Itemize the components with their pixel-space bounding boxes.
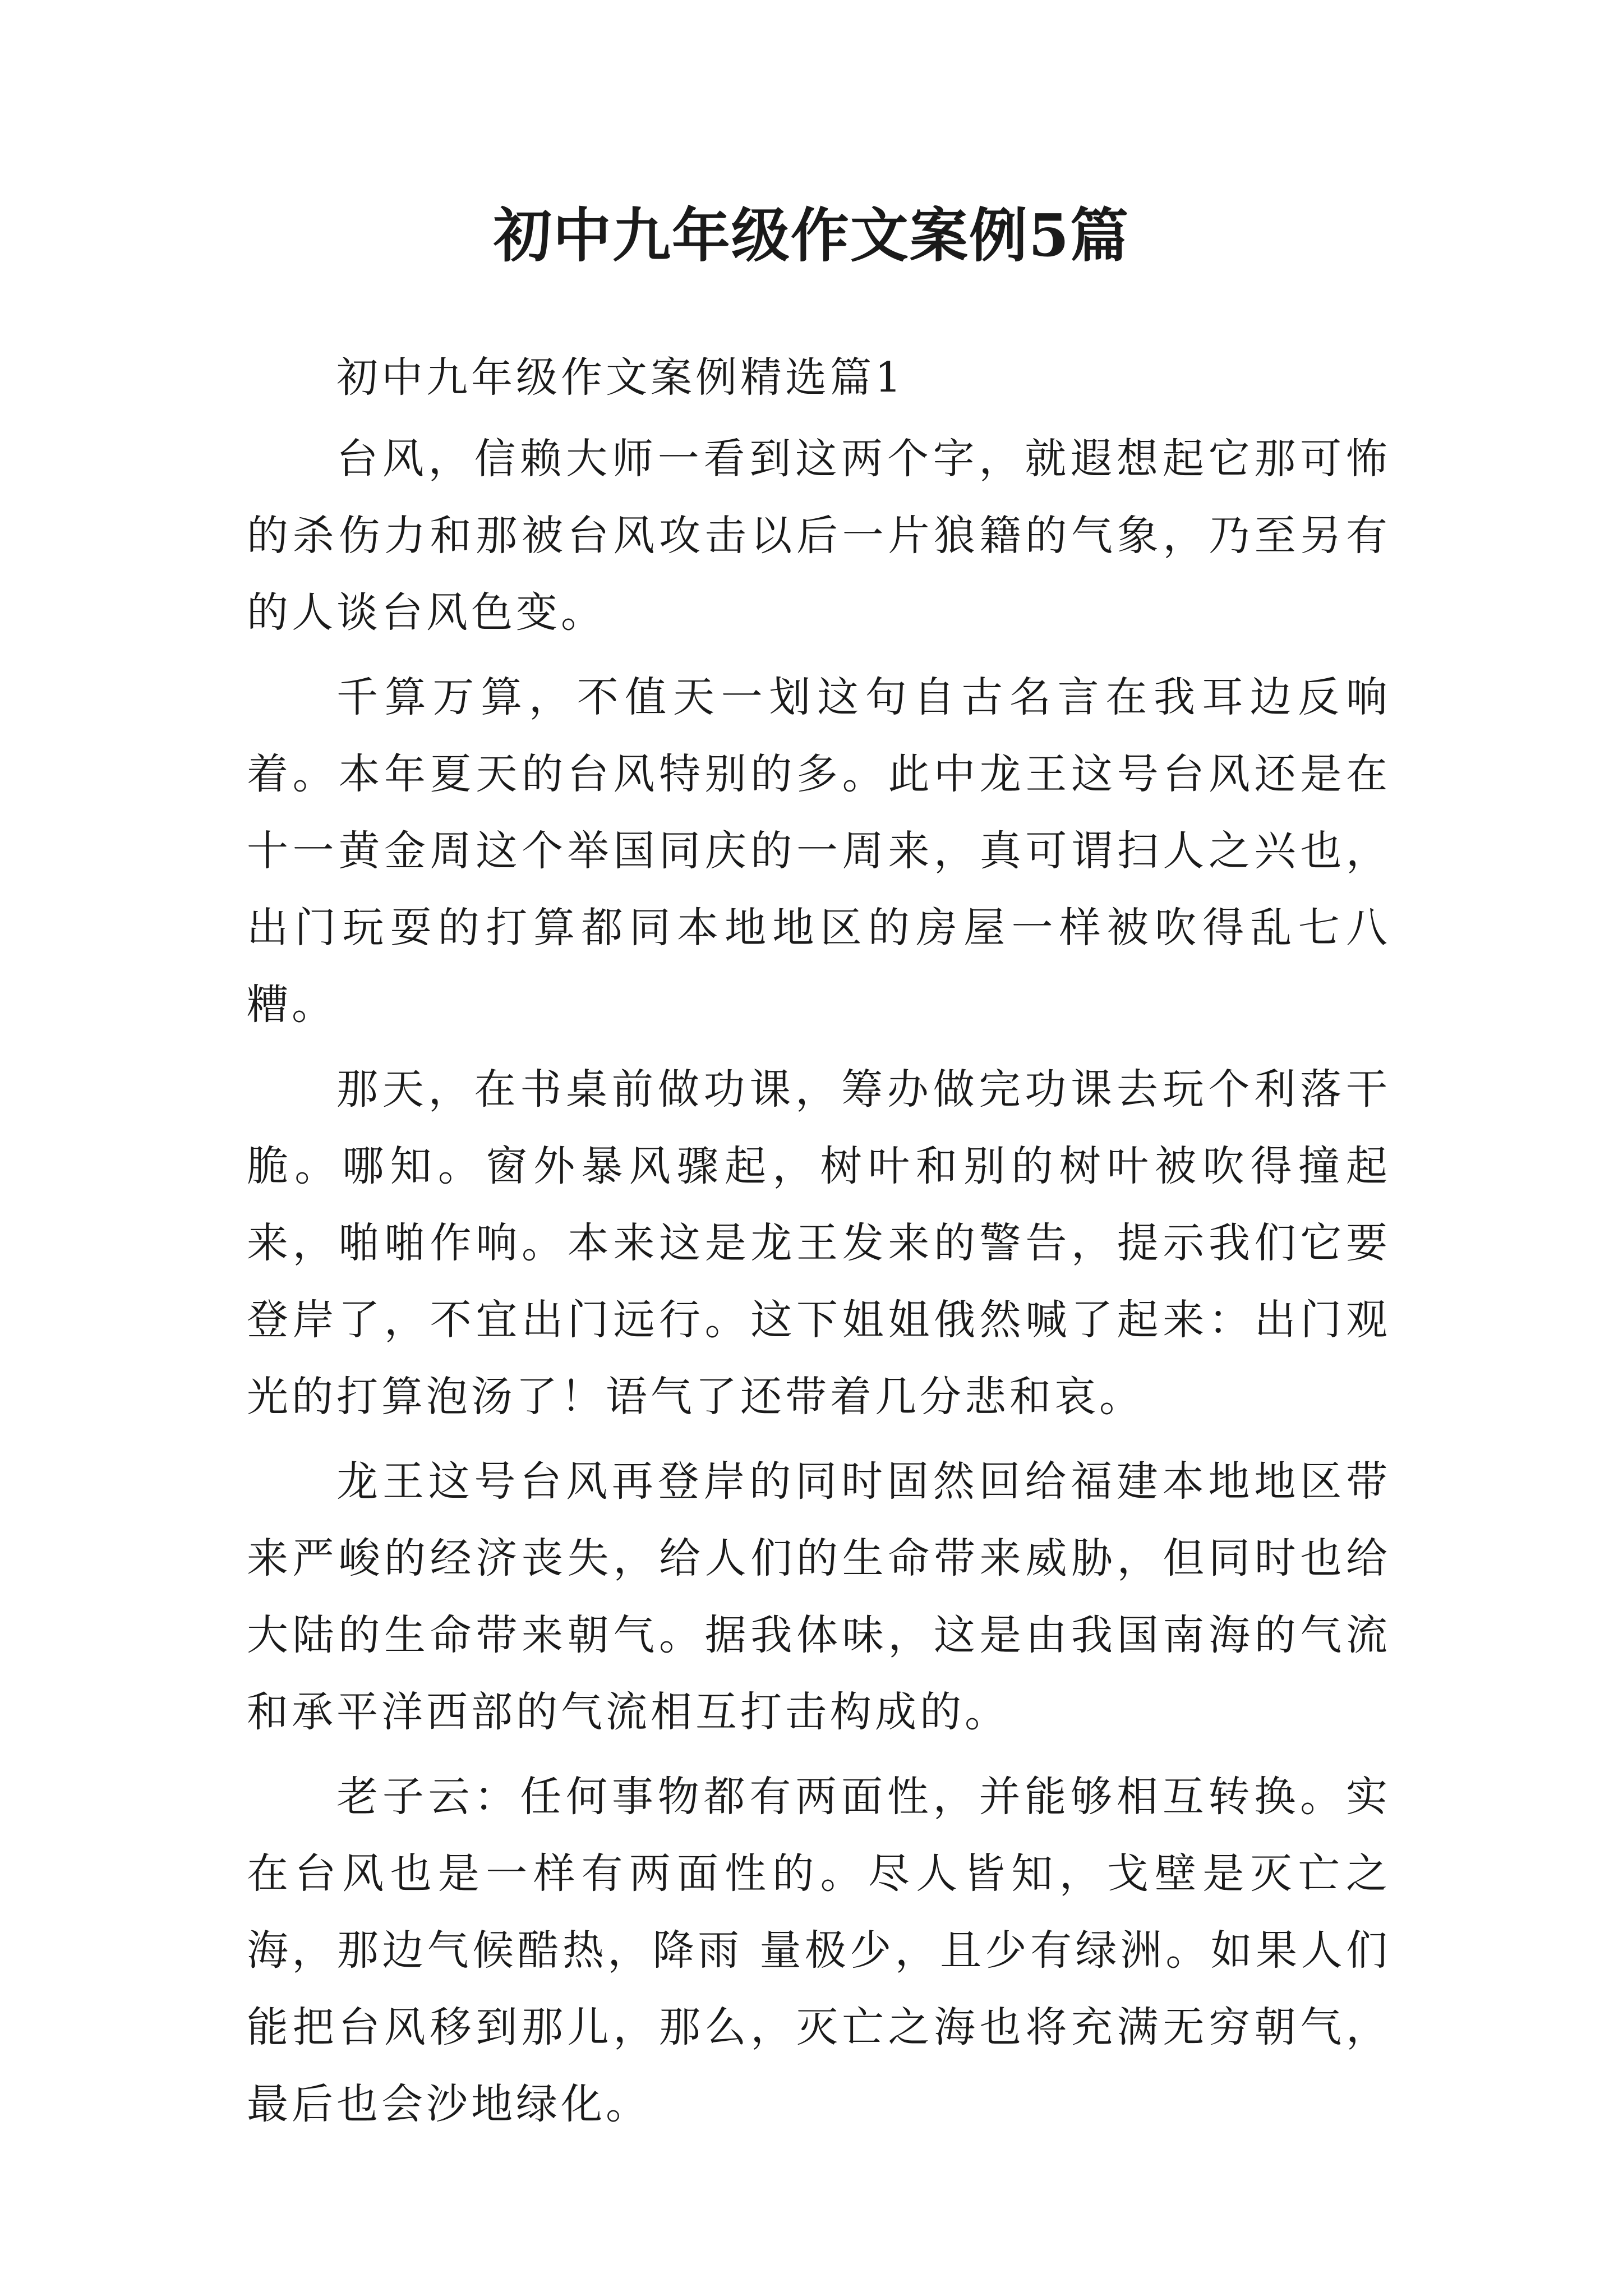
paragraph: 老子云：任何事物都有两面性，并能够相互转换。实在台风也是一样有两面性的。尽人皆知，戈壁是灭亡之海，那边气候酷热，降雨 量极少，且少有绿洲。如果人们能把台风移到那儿，那么，灭亡之海也将充满无穷朝气，最后也会沙地绿化。: [247, 1773, 1391, 2128]
section-heading: 初中九年级作文案例精选篇1: [336, 353, 905, 402]
paragraph: 台风，信赖大师一看到这两个字，就遐想起它那可怖的杀伤力和那被台风攻击以后一片狼籍的气象，乃至另有的人谈台风色变。: [247, 435, 1391, 637]
document-title: 初中九年级作文案例5篇: [493, 201, 1130, 270]
paragraph: 龙王这号台风再登岸的同时固然回给福建本地地区带来严峻的经济丧失，给人们的生命带来威胁，但同时也给大陆的生命带来朝气。据我体味，这是由我国南海的气流和承平洋西部的气流相互打击构成的。: [247, 1457, 1391, 1736]
paragraph: 那天，在书桌前做功课，筹办做完功课去玩个利落干脆。哪知。窗外暴风骤起，树叶和别的树叶被吹得撞起来，啪啪作响。本来这是龙王发来的警告，提示我们它要登岸了，不宜出门远行。这下姐姐俄然喊了起来：出门观光的打算泡汤了！语气了还带着几分悲和哀。: [247, 1065, 1391, 1421]
document-body: [247, 339, 1391, 2143]
paragraph: 千算万算，不值天一划这句自古名言在我耳边反响着。本年夏天的台风特别的多。此中龙王这号台风还是在十一黄金周这个举国同庆的一周来，真可谓扫人之兴也，出门玩耍的打算都同本地地区的房屋一样被吹得乱七八糟。: [247, 673, 1391, 1029]
